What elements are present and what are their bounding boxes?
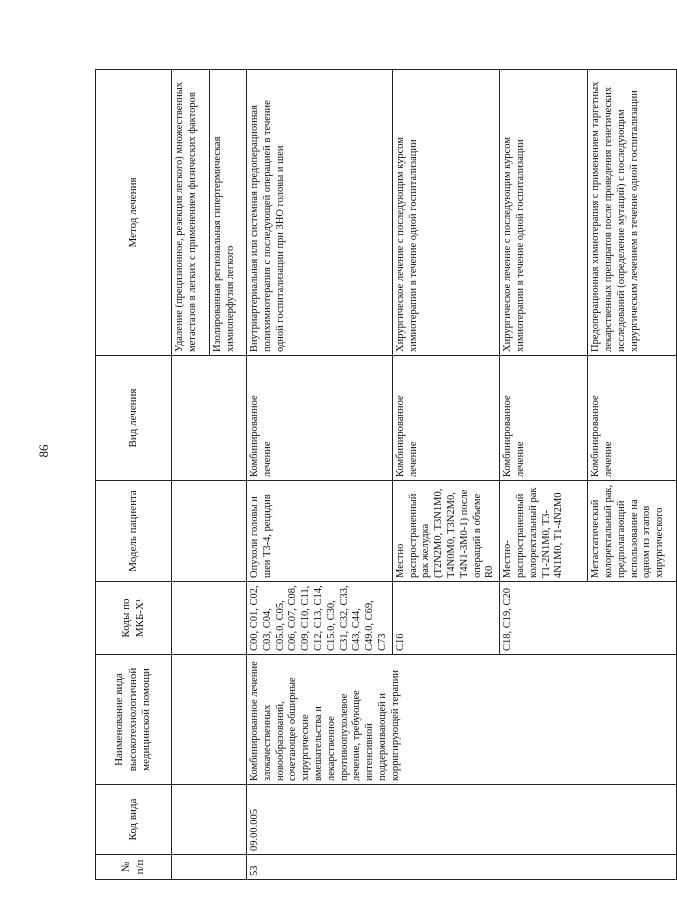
header-icd: Коды по МКБ-X¹ (96, 582, 172, 655)
cell-icd (172, 582, 247, 655)
cell-method: Хирургическое лечение с последующим курсом химиотерапии в течение одной госпитализации (500, 70, 588, 356)
method-part: Удаление (прецизионное, резекция легкого) множественных метастазов в легких с применением физических факторов (174, 81, 198, 352)
cell-model: Опухоли головы и шеи T3-4, рецидив (247, 481, 393, 582)
header-name: Наименование вида высокотехнологичной медицинской помощи (96, 655, 172, 785)
cell-icd: C18, C19, C20 (500, 582, 677, 655)
cell-name (172, 655, 247, 785)
cell-icd: C16 (392, 582, 499, 655)
cell-type (172, 356, 247, 481)
cell-name: Комбинированное лечение злокачественных новообразований, сочетающее обширные хирургические вмешательства и лекарственное противоопухолевое лечение, требующее интенсивной поддерживающей и корригирующей терапии (247, 655, 677, 785)
cell-type: Комбинированное лечение (500, 356, 588, 481)
cell-model: Местно распространенный рак желудка (T2N2M0, T3N1M0, T4N0M0, T3N2M0, T4N1-3M0-1) после операций в объеме R0 (392, 481, 499, 582)
cell-icd: C00, C01, C02, C03, C04, C05.0, C05, C06, C07, C08, C09, C10, C11, C12, C13, C14, C15.0, C30, C31, C32, C33, C43, C44, C49.0, C69, C73 (247, 582, 393, 655)
header-code: Код вида (96, 785, 172, 855)
page-number: 86 (36, 444, 51, 458)
cell-model (172, 481, 247, 582)
cell-num: 53 (247, 855, 677, 880)
header-type: Вид лечения (96, 356, 172, 481)
cell-model: Местно-распространенный колоректальный рак T1-2N1M0, T3-4N1M0, T1-4N2M0 (500, 481, 588, 582)
cell-type: Комбинированное лечение (247, 356, 393, 481)
header-model: Модель пациента (96, 481, 172, 582)
cell-type: Комбинированное лечение (588, 356, 677, 481)
header-method: Метод лечения (96, 70, 172, 356)
header-num: № п/п (96, 855, 172, 880)
treatment-table (95, 69, 677, 880)
header-row (96, 70, 172, 880)
cell-type: Комбинированное лечение (392, 356, 499, 481)
cell-num (172, 855, 247, 880)
cell-method: Внутриартериальная или системная предоперационная полихимиотерапия с последующей операцией в течение одной госпитализации при ЗНО головы и шеи (247, 70, 393, 356)
cell-model: Метастатический колоректальный рак, предполагающий использование на одном из этапов хирургического (588, 481, 677, 582)
cell-code (172, 785, 247, 855)
table-row (247, 70, 393, 880)
table-row (172, 70, 247, 880)
cell-method: Хирургическое лечение с последующим курсом химиотерапии в течение одной госпитализации (392, 70, 499, 356)
cell-method: Предоперационная химиотерапия с применением таргетных лекарственных препаратов после проведения генетических исследований (определение мутаций) с последующим хирургическим лечением в течение одной госпитализации (588, 70, 677, 356)
cell-code: 09.00.005 (247, 785, 677, 855)
rotated-page (95, 70, 666, 880)
method-part: Изолированная региональная гипертермическая химиоперфузия легкого (209, 70, 246, 355)
cell-method (172, 70, 247, 356)
